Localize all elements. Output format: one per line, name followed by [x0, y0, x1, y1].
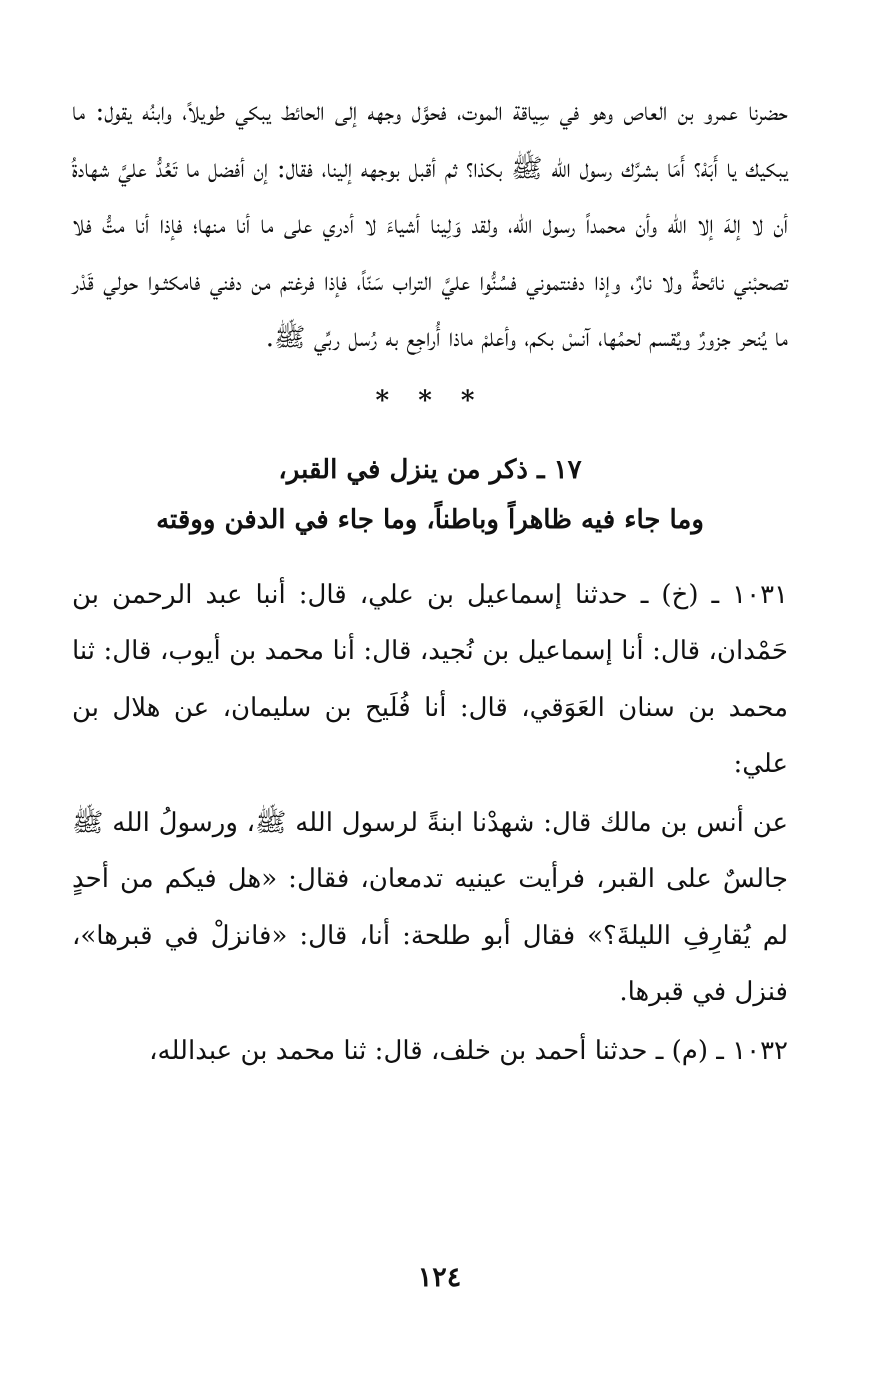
chapter-heading — [72, 445, 788, 545]
narration-paragraph: حضرنا عمرو بن العاص وهو في سِياقة الموت، فحوَّل وجهه إلى الحائط يبكي طويلاً، وابنُه يقول: ما يبكيك يا أَبَهْ؟ أَمَا بشرَّك رسول الله ﷺ بكذا؟ ثم أقبل بوجهه إلينا، فقال: إن أفضل ما تَعُدُّ عليَّ شهادةُ أن لا إلهَ إلا الله وأن محمداً رسول الله، ولقد وَلِينا أشياءَ لا أدري على ما أنا منها؛ فإذا أنا متُّ فلا تصحبْني نائحةٌ ولا نارٌ، وإذا دفنتموني فسُنُّوا عليَّ التراب سَنّاً، فإذا فرغتم من دفني فامكثـوا حولي قَدْر ما يُنحر جزورٌ ويُقسم لحمُها، آنسْ بكم، وأعلمْ ماذا أُراجِع به رُسل ربِّي ﷺ. — [72, 97, 788, 353]
chapter-heading-line-1: ١٧ ـ ذكر من ينزل في القبر، — [278, 454, 582, 485]
chapter-heading-line-2: وما جاء فيه ظاهراً وباطناً، وما جاء في الدفن ووقته — [156, 504, 704, 535]
section-separator: * * * — [375, 385, 485, 416]
page-body — [72, 84, 788, 1079]
page-number: ١٢٤ — [417, 1262, 462, 1293]
hadith-1032-isnad: ١٠٣٢ ـ (م) ـ حدثنا أحمد بن خلف، قال: ثنا محمد بن عبدالله، — [149, 1035, 788, 1066]
hadith-1031-matn: عن أنس بن مالك قال: شهدْنا ابنةً لرسول الله ﷺ، ورسولُ الله ﷺ جالسٌ على القبر، فرأيت عينيه تدمعان، فقال: «هل فيكم من أحدٍ لم يُقارِفِ الليلةَ؟» فقال أبو طلحة: أنا، قال: «فانزلْ في قبرها»، فنزل في قبرها. — [72, 807, 788, 1007]
hadith-1031-isnad: ١٠٣١ ـ (خ) ـ حدثنا إسماعيل بن علي، قال: أنبا عبد الرحمن بن حَمْدان، قال: أنا إسماعيل بن نُجيد، قال: أنا محمد بن أيوب، قال: ثنا محمد بن سنان العَوَقي، قال: أنا فُلَيح بن سليمان، عن هلال بن علي: — [72, 579, 788, 779]
